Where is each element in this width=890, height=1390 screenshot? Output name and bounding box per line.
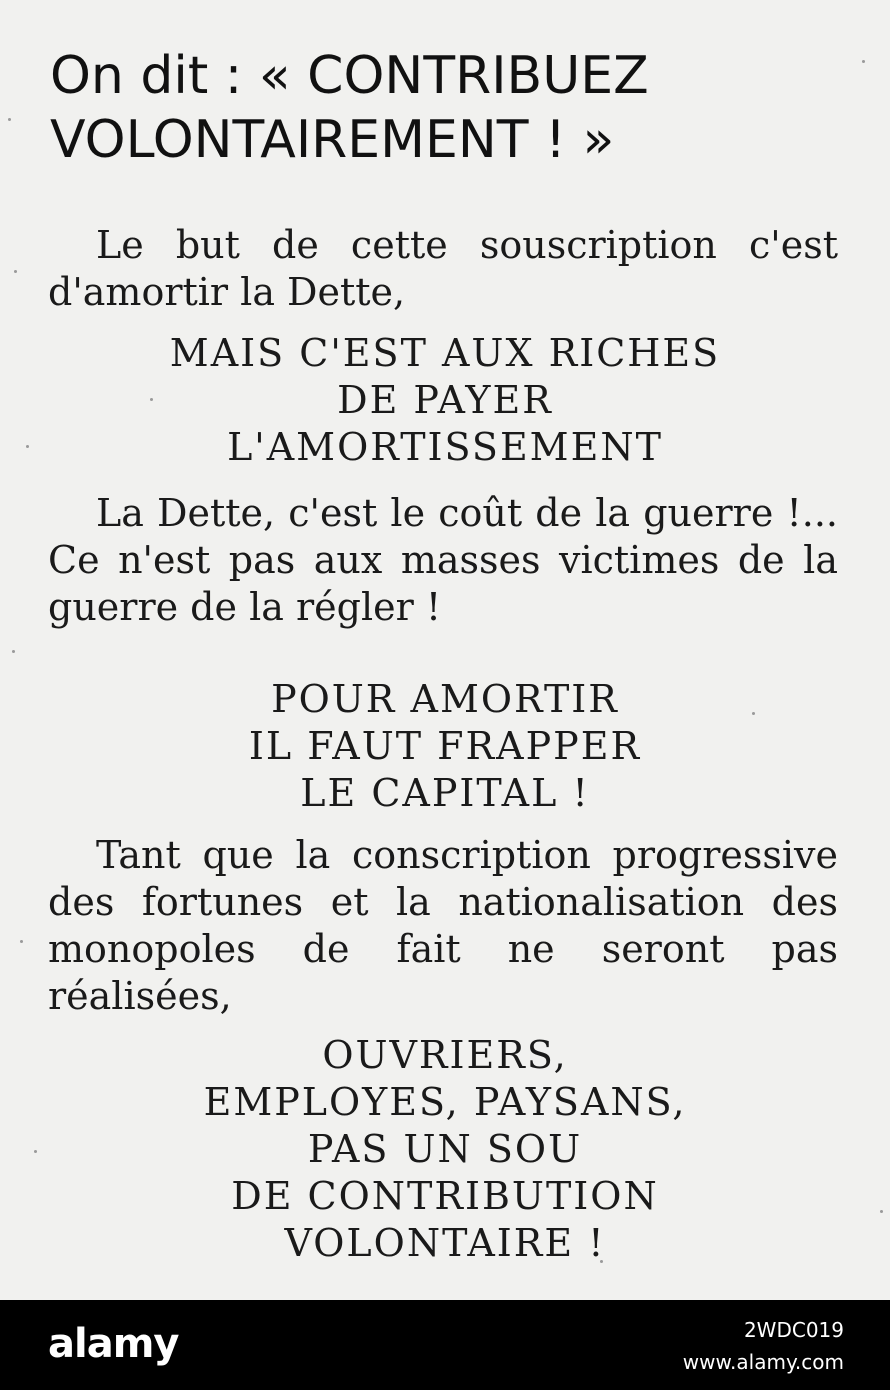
speck — [12, 650, 15, 653]
slogan-1-line: L'AMORTISSEMENT — [227, 425, 663, 469]
slogan-3-line: OUVRIERS, — [322, 1033, 568, 1077]
slogan-1-line: MAIS C'EST AUX RICHES — [169, 331, 721, 375]
speck — [8, 118, 11, 121]
headline — [50, 44, 649, 172]
slogan-3-line: PAS UN SOU — [307, 1127, 583, 1171]
speck — [862, 60, 865, 63]
slogan-3-line: DE CONTRIBUTION — [231, 1174, 659, 1218]
slogan-3 — [0, 1032, 890, 1267]
paragraph-3 — [48, 832, 838, 1020]
watermark-footer — [0, 1300, 890, 1390]
slogan-1 — [0, 330, 890, 471]
paragraph-1-text: Le but de cette souscription c'est d'amortir la Dette, — [48, 223, 838, 314]
slogan-2 — [0, 676, 890, 817]
alamy-logo[interactable]: alamy — [48, 1321, 179, 1367]
paragraph-3-text: Tant que la conscription progressive des fortunes et la nationalisation des monopoles de fait ne seront pas réalisées, — [48, 833, 838, 1018]
slogan-2-line: IL FAUT FRAPPER — [248, 724, 642, 768]
slogan-3-line: EMPLOYES, PAYSANS, — [203, 1080, 687, 1124]
paragraph-2-text: La Dette, c'est le coût de la guerre !... Ce n'est pas aux masses victimes de la guerre de la régler ! — [48, 491, 838, 629]
speck — [20, 940, 23, 943]
headline-line-2: VOLONTAIREMENT ! » — [50, 110, 615, 170]
paragraph-2 — [48, 490, 838, 631]
slogan-2-line: LE CAPITAL ! — [300, 771, 590, 815]
speck — [14, 270, 17, 273]
image-reference — [683, 1314, 844, 1378]
slogan-2-line: POUR AMORTIR — [271, 677, 619, 721]
slogan-1-line: DE PAYER — [337, 378, 553, 422]
site-link[interactable]: www.alamy.com — [682, 1350, 844, 1374]
image-id: 2WDC019 — [743, 1318, 844, 1342]
headline-line-1: On dit : « CONTRIBUEZ — [50, 46, 649, 106]
paragraph-1 — [48, 222, 838, 316]
slogan-3-line: VOLONTAIRE ! — [284, 1221, 606, 1265]
